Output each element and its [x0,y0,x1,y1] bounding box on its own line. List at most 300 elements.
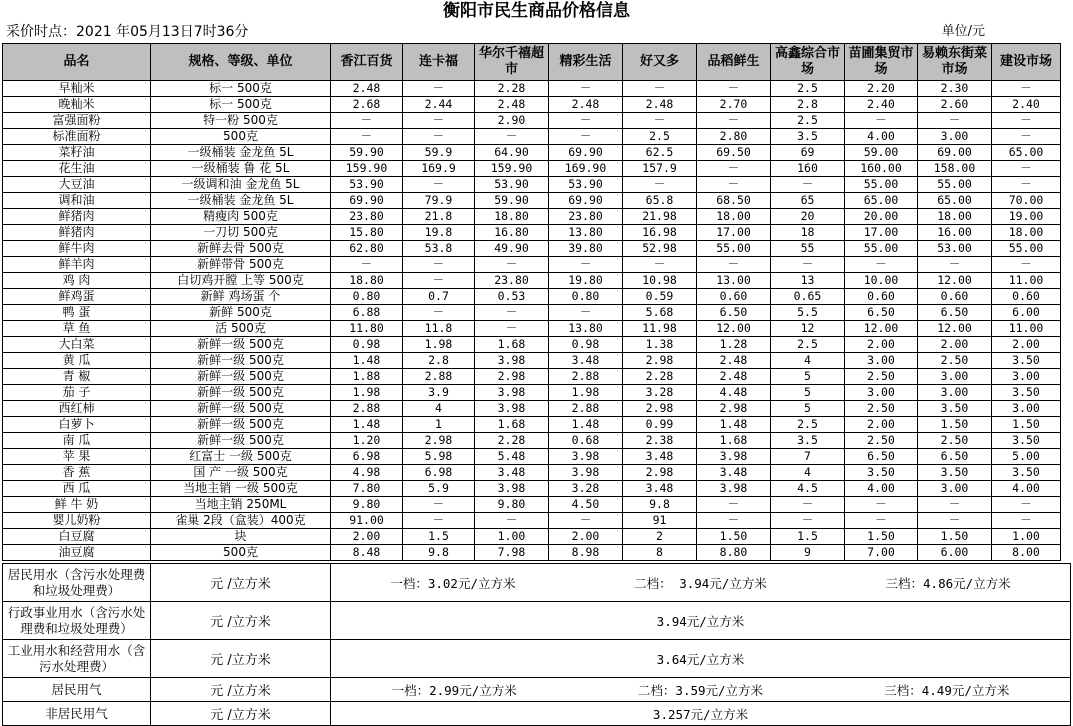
table-row [3,129,1061,145]
price-cell: 9.80 [475,497,549,513]
price-cell: 68.50 [697,193,771,209]
product-name: 早籼米 [3,81,151,97]
price-cell: 21.98 [623,209,697,225]
price-cell: 1.68 [475,417,549,433]
price-cell: － [475,305,549,321]
price-cell: 2.5 [771,337,845,353]
product-spec: 一级调和油 金龙鱼 5L [151,177,331,193]
price-cell: 55.00 [992,241,1061,257]
product-spec: 新鲜一级 500克 [151,401,331,417]
price-cell: 2.5 [623,129,697,145]
price-cell: 1.48 [549,417,623,433]
price-cell: 12.00 [697,321,771,337]
price-cell: 69 [771,145,845,161]
price-cell: 3.98 [475,385,549,401]
price-cell: 9.8 [403,545,475,561]
price-cell: 11.00 [992,321,1061,337]
price-cell: － [475,321,549,337]
price-cell: － [992,497,1061,513]
price-cell: － [403,177,475,193]
utility-name: 居民用水（含污水处理费和垃圾处理费） [3,564,151,602]
price-cell: 3.00 [918,385,992,401]
price-cell: 2.38 [623,433,697,449]
price-cell: 2.48 [623,97,697,113]
price-cell: 159.90 [475,161,549,177]
price-cell: － [403,113,475,129]
price-cell: 5.00 [992,449,1061,465]
price-cell: － [918,257,992,273]
price-cell: 3.48 [697,465,771,481]
table-row [3,353,1061,369]
price-cell: 39.80 [549,241,623,257]
table-row [3,385,1061,401]
price-cell: － [845,257,918,273]
product-spec: 标一 500克 [151,97,331,113]
price-cell: 2.70 [697,97,771,113]
price-cell: 5.98 [403,449,475,465]
price-cell: 53.90 [331,177,403,193]
price-cell: － [771,497,845,513]
price-cell: 2.50 [845,369,918,385]
price-cell: 19.80 [549,273,623,289]
price-cell: 10.98 [623,273,697,289]
price-cell: 3.98 [697,449,771,465]
price-cell: 2.00 [549,529,623,545]
price-cell: － [992,177,1061,193]
price-cell: 3.50 [992,353,1061,369]
price-cell: 3.5 [771,433,845,449]
product-spec: 国 产 一级 500克 [151,465,331,481]
price-cell: 23.80 [331,209,403,225]
product-name: 婴儿奶粉 [3,513,151,529]
product-spec: 一刀切 500克 [151,225,331,241]
table-row [3,417,1061,433]
utility-row [3,640,1071,678]
table-row [3,433,1061,449]
price-cell: 3.00 [845,385,918,401]
price-body [3,81,1061,561]
tier-price: 二档：3.59元/立方米 [637,682,764,698]
column-header: 易赖东街菜市场 [918,44,992,81]
price-cell: 91.00 [331,513,403,529]
product-name: 调和油 [3,193,151,209]
price-cell: 55 [771,241,845,257]
price-cell: 0.60 [697,289,771,305]
table-row [3,321,1061,337]
price-cell: 0.80 [331,289,403,305]
price-cell: 0.60 [992,289,1061,305]
table-row [3,305,1061,321]
price-cell: － [475,257,549,273]
price-cell: 4 [403,401,475,417]
price-cell: 6.00 [918,545,992,561]
product-spec: 新鲜带骨 500克 [151,257,331,273]
price-cell: 65 [771,193,845,209]
price-cell: － [992,113,1061,129]
product-spec: 500克 [151,129,331,145]
price-cell: － [697,161,771,177]
utility-name: 行政事业用水（含污水处理费和垃圾处理费） [3,602,151,640]
page-title: 衡阳市民生商品价格信息 [443,1,630,21]
product-spec: 新鲜一级 500克 [151,337,331,353]
product-name: 白萝卜 [3,417,151,433]
product-name: 鲜鸡蛋 [3,289,151,305]
price-cell: 7.00 [845,545,918,561]
price-cell: 4.98 [331,465,403,481]
price-cell: 53.8 [403,241,475,257]
price-cell: 18.00 [697,209,771,225]
table-row [3,177,1061,193]
price-cell: 62.5 [623,145,697,161]
price-cell: 4.50 [549,497,623,513]
price-cell: 3.00 [918,129,992,145]
product-name: 青 椒 [3,369,151,385]
price-cell: 2.8 [403,353,475,369]
price-cell: 0.53 [475,289,549,305]
price-cell: 1.28 [697,337,771,353]
table-row [3,401,1061,417]
utility-row [3,602,1071,640]
price-cell: 5 [771,369,845,385]
price-cell: 52.98 [623,241,697,257]
price-cell: － [771,257,845,273]
table-row [3,113,1061,129]
price-cell: 9.80 [331,497,403,513]
price-cell: 65.00 [992,145,1061,161]
price-cell: 3.98 [549,449,623,465]
price-cell: 5.9 [403,481,475,497]
price-cell: 2.00 [845,417,918,433]
price-cell: 9.8 [623,497,697,513]
price-cell: 4.00 [845,481,918,497]
price-cell: － [549,513,623,529]
price-cell: － [331,129,403,145]
price-cell: 1.48 [697,417,771,433]
table-row [3,545,1061,561]
price-cell: 2.98 [623,401,697,417]
price-cell: 4 [771,353,845,369]
price-cell: 2.80 [697,129,771,145]
price-cell: 4.00 [845,129,918,145]
price-cell: － [697,497,771,513]
utility-name: 非居民用气 [3,702,151,726]
table-row [3,209,1061,225]
price-cell: 16.80 [475,225,549,241]
price-cell: 13.80 [549,321,623,337]
price-cell: 2.48 [697,369,771,385]
product-name: 苹 果 [3,449,151,465]
price-cell: 1.50 [918,417,992,433]
utility-price [331,602,1071,640]
price-cell: 59.90 [475,193,549,209]
price-cell: 5.68 [623,305,697,321]
price-cell: － [475,129,549,145]
column-header: 建设市场 [992,44,1061,81]
price-cell: 2.48 [697,353,771,369]
flat-price: 3.94元/立方米 [656,613,745,629]
price-cell: － [403,81,475,97]
price-cell: 59.90 [331,145,403,161]
price-cell: 8.00 [992,545,1061,561]
price-cell: 69.90 [549,193,623,209]
column-header: 品稻鲜生 [697,44,771,81]
price-cell: 1.68 [697,433,771,449]
price-cell: － [549,257,623,273]
price-cell: 10.00 [845,273,918,289]
utility-name: 工业用水和经营用水（含污水处理费） [3,640,151,678]
table-row [3,497,1061,513]
price-cell: 0.60 [918,289,992,305]
column-header: 苗圃集贸市 场 [845,44,918,81]
price-cell: 2.98 [475,369,549,385]
product-spec: 新鲜一级 500克 [151,417,331,433]
product-name: 黄 瓜 [3,353,151,369]
price-cell: 1.88 [331,369,403,385]
price-cell: 2.30 [918,81,992,97]
price-cell: 53.90 [549,177,623,193]
price-cell: 3.48 [623,481,697,497]
price-cell: － [475,513,549,529]
price-cell: － [845,113,918,129]
price-cell: 2.48 [549,97,623,113]
price-cell: 3.5 [771,129,845,145]
product-spec: 块 [151,529,331,545]
price-cell: 16.98 [623,225,697,241]
sample-time: 采价时点：2021 年05月13日7时36分 [6,24,249,40]
price-cell: 0.80 [549,289,623,305]
price-cell: 3.00 [992,401,1061,417]
column-header: 华尔千禧超 市 [475,44,549,81]
price-cell: 2.98 [697,401,771,417]
price-cell: 18.80 [475,209,549,225]
product-name: 鸡 肉 [3,273,151,289]
price-cell: 23.80 [549,209,623,225]
product-spec: 活 500克 [151,321,331,337]
price-cell: 1.50 [992,417,1061,433]
price-cell: － [623,113,697,129]
price-cell: 1.48 [331,417,403,433]
price-table [2,43,1061,561]
table-row [3,273,1061,289]
table-row [3,97,1061,113]
column-header: 连卡福 [403,44,475,81]
price-cell: － [549,81,623,97]
price-cell: 160.00 [845,161,918,177]
price-cell: 20 [771,209,845,225]
product-spec: 特一粉 500克 [151,113,331,129]
price-cell: 2.88 [549,369,623,385]
utility-price [331,640,1071,678]
price-cell: 3.00 [918,481,992,497]
price-cell: 0.59 [623,289,697,305]
price-cell: 1.5 [771,529,845,545]
table-row [3,289,1061,305]
price-cell: 23.80 [475,273,549,289]
column-header: 高鑫综合市 场 [771,44,845,81]
price-cell: 6.88 [331,305,403,321]
price-cell: 2.28 [475,81,549,97]
price-cell: 9 [771,545,845,561]
price-cell: － [403,129,475,145]
product-spec: 红富士 一级 500克 [151,449,331,465]
table-row [3,257,1061,273]
price-cell: 2.98 [623,465,697,481]
utility-price [331,564,1071,602]
price-cell: 65.00 [918,193,992,209]
price-cell: 69.50 [697,145,771,161]
column-header: 品名 [3,44,151,81]
product-spec: 当地主销 250ML [151,497,331,513]
product-name: 鲜羊肉 [3,257,151,273]
product-spec: 新鲜一级 500克 [151,433,331,449]
tier-price: 一档：3.02元/立方米 [390,575,516,591]
price-cell: 6.50 [845,449,918,465]
price-cell: 12 [771,321,845,337]
price-cell: 2.50 [918,433,992,449]
price-cell: 69.90 [331,193,403,209]
column-header: 好又多 [623,44,697,81]
price-cell: 18 [771,225,845,241]
price-cell: 3.28 [623,385,697,401]
price-cell: 5 [771,385,845,401]
price-cell: 6.98 [331,449,403,465]
price-cell: 1.00 [475,529,549,545]
price-cell: 0.7 [403,289,475,305]
price-cell: 3.48 [549,353,623,369]
price-cell: － [918,497,992,513]
product-spec: 500克 [151,545,331,561]
price-cell: 1.48 [331,353,403,369]
product-name: 南 瓜 [3,433,151,449]
product-spec: 新鲜一级 500克 [151,353,331,369]
price-cell: 169.9 [403,161,475,177]
price-cell: － [918,513,992,529]
price-cell: － [697,113,771,129]
price-cell: 3.50 [992,385,1061,401]
product-name: 茄 子 [3,385,151,401]
price-cell: 13 [771,273,845,289]
price-cell: － [403,273,475,289]
price-cell: － [992,129,1061,145]
price-cell: 69.00 [918,145,992,161]
price-cell: 2.5 [771,81,845,97]
price-cell: 12.00 [918,273,992,289]
flat-price: 3.64元/立方米 [656,651,745,667]
price-cell: 2.00 [331,529,403,545]
price-cell: － [549,129,623,145]
price-cell: 17.00 [697,225,771,241]
price-cell: 2.28 [475,433,549,449]
price-cell: 6.50 [845,305,918,321]
price-cell: 2.88 [403,369,475,385]
price-cell: 55.00 [845,241,918,257]
price-cell: 2 [623,529,697,545]
price-cell: 3.50 [992,433,1061,449]
product-spec: 一级桶装 鲁 花 5L [151,161,331,177]
price-cell: 21.8 [403,209,475,225]
price-cell: 65.00 [845,193,918,209]
price-cell: 6.50 [697,305,771,321]
price-cell: 5.5 [771,305,845,321]
flat-price: 3.257元/立方米 [652,706,749,722]
price-cell: 53.90 [475,177,549,193]
price-cell: 49.90 [475,241,549,257]
product-name: 鲜 牛 奶 [3,497,151,513]
price-cell: － [845,497,918,513]
utility-row [3,564,1071,602]
price-cell: － [992,257,1061,273]
price-cell: 79.9 [403,193,475,209]
product-name: 西红柿 [3,401,151,417]
price-cell: 13.80 [549,225,623,241]
product-spec: 一级桶装 金龙鱼 5L [151,193,331,209]
price-cell: 3.98 [475,353,549,369]
price-cell: 3.98 [549,465,623,481]
utility-row [3,702,1071,726]
price-cell: － [992,81,1061,97]
price-cell: － [697,257,771,273]
price-cell: 2.50 [918,353,992,369]
price-cell: 4.5 [771,481,845,497]
price-cell: 8 [623,545,697,561]
price-cell: － [403,305,475,321]
price-cell: 11.80 [331,321,403,337]
product-spec: 新鲜去骨 500克 [151,241,331,257]
price-cell: 3.50 [992,465,1061,481]
price-cell: 4.48 [697,385,771,401]
price-cell: 3.48 [623,449,697,465]
price-cell: 2.00 [845,337,918,353]
utility-unit: 元 /立方米 [151,678,331,702]
table-row [3,529,1061,545]
price-cell: － [992,161,1061,177]
price-cell: 1.50 [845,529,918,545]
price-cell: 2.00 [918,337,992,353]
utility-body [3,564,1071,726]
price-cell: 4 [771,465,845,481]
price-cell: 160 [771,161,845,177]
price-cell: 1.98 [403,337,475,353]
price-cell: 59.00 [845,145,918,161]
price-cell: 8.80 [697,545,771,561]
utility-name: 居民用气 [3,678,151,702]
price-cell: 55.00 [845,177,918,193]
price-cell: 3.00 [845,353,918,369]
price-cell: 2.90 [475,113,549,129]
product-name: 香 蕉 [3,465,151,481]
price-cell: 157.9 [623,161,697,177]
product-name: 菜籽油 [3,145,151,161]
product-name: 油豆腐 [3,545,151,561]
price-cell: 11.8 [403,321,475,337]
price-cell: 0.98 [331,337,403,353]
product-name: 大豆油 [3,177,151,193]
price-cell: 0.60 [845,289,918,305]
price-cell: 3.9 [403,385,475,401]
product-spec: 一级桶装 金龙鱼 5L [151,145,331,161]
utility-unit: 元 /立方米 [151,702,331,726]
price-cell: 3.98 [475,401,549,417]
price-cell: 2.60 [918,97,992,113]
price-cell: 3.50 [918,401,992,417]
price-cell: 0.99 [623,417,697,433]
price-cell: 1.00 [992,529,1061,545]
product-spec: 当地主销 一级 500克 [151,481,331,497]
price-cell: 2.5 [771,417,845,433]
price-cell: 1.98 [549,385,623,401]
price-cell: 11.00 [992,273,1061,289]
price-cell: － [697,177,771,193]
